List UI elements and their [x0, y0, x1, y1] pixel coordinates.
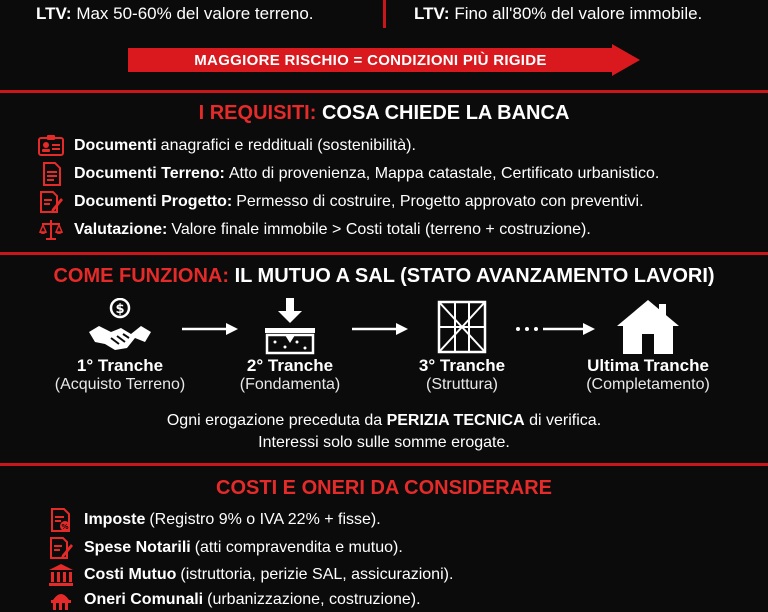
- requisiti-item-text: anagrafici e reddituali (sostenibilità).: [160, 137, 416, 154]
- requisiti-item-label: Valutazione:: [74, 221, 168, 238]
- divider-3: [0, 463, 768, 466]
- sal-step: [35, 298, 205, 394]
- requisiti-item-label: Documenti Progetto:: [74, 193, 233, 210]
- foundation-icon: [255, 298, 325, 356]
- ltv-left: [36, 4, 314, 24]
- costi-item-text: (urbanizzazione, costruzione).: [207, 591, 421, 608]
- funzionamento-title-highlight: COME FUNZIONA:: [53, 265, 229, 287]
- svg-text:%: %: [61, 523, 69, 531]
- sal-step-subtitle: (Struttura): [425, 376, 498, 393]
- municipal-icon: [48, 588, 74, 612]
- requisiti-item: [38, 162, 659, 186]
- sal-step-title: 3° Tranche: [418, 356, 506, 375]
- house-icon: [613, 298, 683, 356]
- costi-item-label: Spese Notarili: [84, 539, 191, 556]
- costi-item-text: (atti compravendita e mutuo).: [194, 539, 403, 556]
- ltv-right-value: Fino all'80% del valore immobile.: [454, 4, 703, 23]
- requisiti-item-text: Valore finale immobile > Costi totali (terreno + costruzione).: [171, 221, 591, 238]
- requisiti-item: [38, 218, 591, 242]
- document-edit-icon: [38, 190, 64, 214]
- costi-item: [48, 588, 421, 612]
- document-icon: [38, 162, 64, 186]
- handshake-money-icon: [85, 298, 155, 356]
- sal-step: [205, 298, 375, 394]
- notary-document-icon: [48, 536, 74, 560]
- note-line1-before: Ogni erogazione preceduta da: [166, 412, 383, 429]
- requisiti-title-rest: COSA CHIEDE LA BANCA: [321, 102, 570, 124]
- costi-item: [48, 536, 403, 560]
- requisiti-item: [38, 190, 644, 214]
- requisiti-item-label: Documenti: [74, 137, 157, 154]
- requisiti-item-label: Documenti Terreno:: [74, 165, 225, 182]
- note-line1-after: di verifica.: [529, 412, 602, 429]
- sal-step-subtitle: (Completamento): [586, 376, 710, 393]
- requisiti-title-highlight: I REQUISITI:: [198, 102, 317, 124]
- sal-step-title: 1° Tranche: [76, 356, 164, 375]
- sal-step: [377, 298, 547, 394]
- costi-item-label: Imposte: [84, 511, 146, 528]
- costi-item-label: Costi Mutuo: [84, 566, 177, 583]
- column-divider: [383, 0, 386, 28]
- tax-document-icon: [48, 508, 74, 532]
- ltv-right-label: LTV:: [414, 4, 450, 23]
- costi-item: [48, 508, 381, 532]
- scales-icon: [38, 218, 64, 242]
- sal-step: [563, 298, 733, 394]
- sal-step-subtitle: (Fondamenta): [239, 376, 341, 393]
- interest-note: Interessi solo sulle somme erogate.: [258, 434, 510, 451]
- divider-2: [0, 252, 768, 255]
- frame-structure-icon: [427, 298, 497, 356]
- requisiti-title: [0, 102, 768, 125]
- ltv-right: [414, 4, 702, 24]
- svg-text:$: $: [115, 302, 125, 317]
- bank-icon: [48, 563, 74, 587]
- id-card-icon: [38, 134, 64, 158]
- requisiti-item-text: Permesso di costruire, Progetto approvato con preventivi.: [236, 193, 644, 210]
- sal-step-title: 2° Tranche: [246, 356, 334, 375]
- requisiti-item-text: Atto di provenienza, Mappa catastale, Certificato urbanistico.: [228, 165, 660, 182]
- ltv-left-label: LTV:: [36, 4, 72, 23]
- sal-step-title: Ultima Tranche: [587, 356, 709, 375]
- costi-title: COSTI E ONERI DA CONSIDERARE: [216, 477, 552, 499]
- funzionamento-title: [0, 265, 768, 288]
- funzionamento-title-rest: IL MUTUO A SAL (STATO AVANZAMENTO LAVORI): [234, 265, 715, 287]
- ltv-left-value: Max 50-60% del valore terreno.: [76, 4, 314, 23]
- costi-item: [48, 563, 453, 587]
- requisiti-item: [38, 134, 416, 158]
- risk-banner-text: MAGGIORE RISCHIO = CONDIZIONI PIÙ RIGIDE: [194, 51, 547, 69]
- note-line1-bold: PERIZIA TECNICA: [386, 412, 525, 429]
- costi-item-text: (Registro 9% o IVA 22% + fisse).: [149, 511, 381, 528]
- costi-item-text: (istruttoria, perizie SAL, assicurazioni).: [180, 566, 454, 583]
- divider-1: [0, 90, 768, 93]
- sal-step-subtitle: (Acquisto Terreno): [54, 376, 186, 393]
- perizia-note: [0, 410, 768, 432]
- costi-item-label: Oneri Comunali: [84, 591, 204, 608]
